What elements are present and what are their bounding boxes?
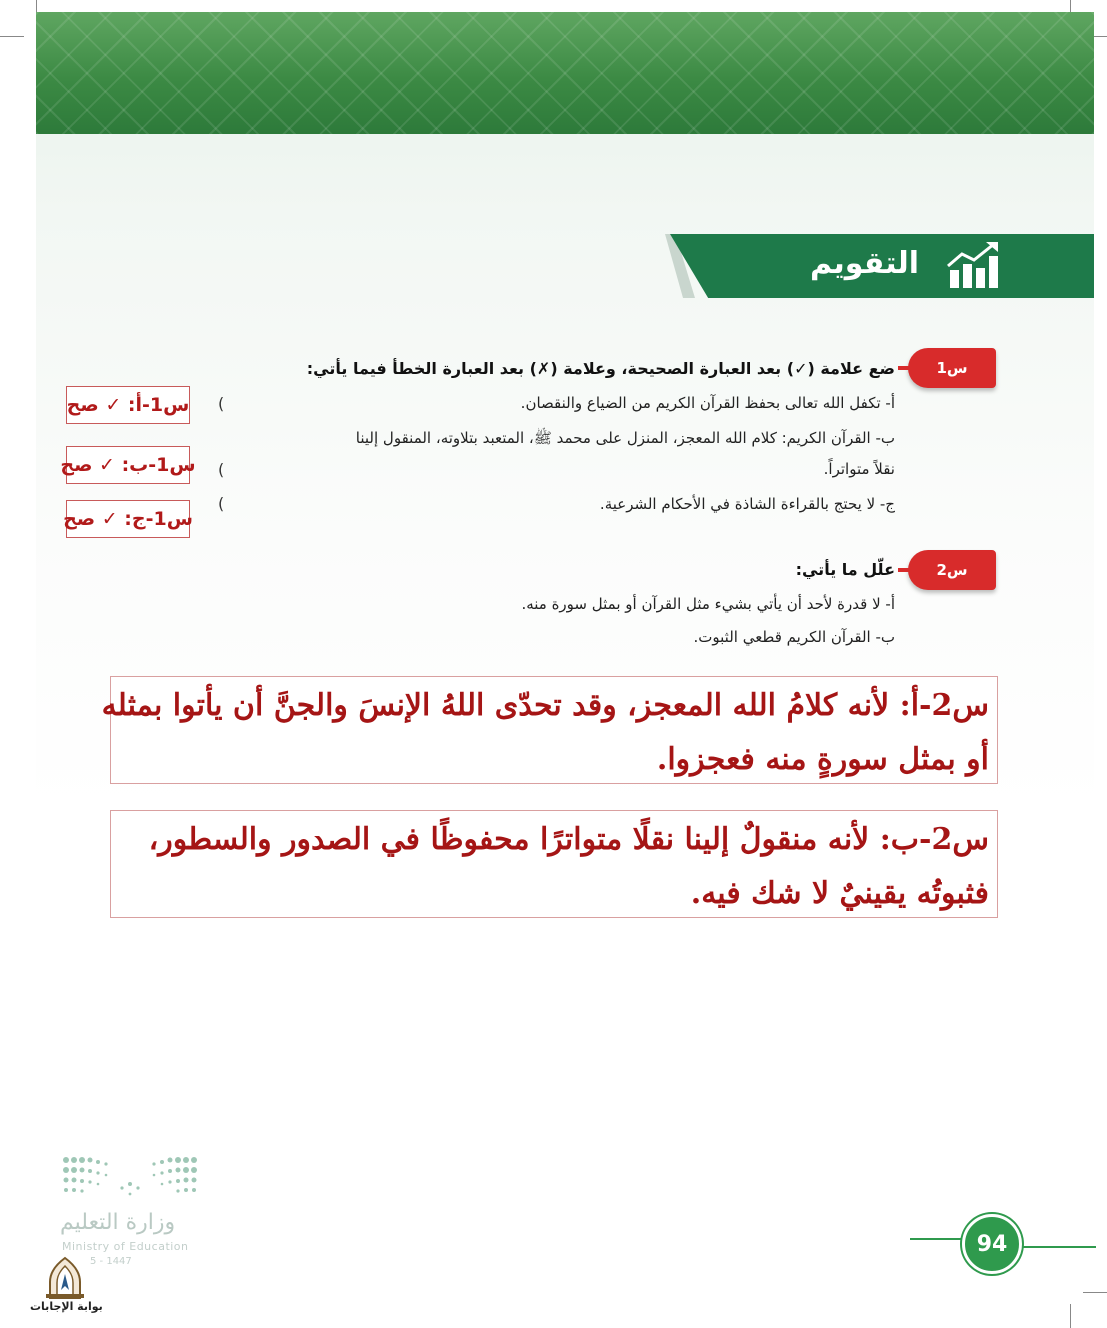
ministry-name-english: Ministry of Education — [62, 1240, 189, 1253]
answer-q2-a-line-1: س2-أ: لأنه كلامُ الله المعجز، وقد تحدّى اللهُ الإنسَ والجنَّ أن يأتوا بمثله — [101, 688, 989, 723]
question-1-item-a: أ- تكفل الله تعالى بحفظ القرآن الكريم من الضياع والنقصان. — [520, 394, 895, 412]
answer-box-q1-a: س1-أ: ✓ صح — [66, 386, 190, 424]
question-1-heading: ضع علامة (✓) بعد العبارة الصحيحة، وعلامة (✗) بعد العبارة الخطأ فيما يأتي: — [306, 359, 895, 378]
answer-parenthesis: ( — [218, 460, 225, 479]
crop-mark — [0, 36, 24, 37]
page-number: 94 — [962, 1214, 1022, 1274]
answer-parenthesis: ( — [218, 494, 225, 513]
answer-box-q2-a — [101, 676, 998, 784]
question-1-item-b-cont: نقلاً متواتراً. — [823, 460, 895, 478]
page-number-line — [910, 1238, 966, 1240]
question-1-item-c: ج- لا يحتج بالقراءة الشاذة في الأحكام الشرعية. — [599, 495, 895, 513]
crop-mark — [1070, 1304, 1071, 1328]
header-banner — [36, 12, 1094, 134]
brand-name: بوابة الإجابات — [30, 1300, 103, 1313]
question-1-badge: س1 — [908, 348, 996, 388]
answer-q2-b-line-2: فثبوتُه يقينيٌ لا شك فيه. — [690, 876, 989, 911]
page-number-line — [1012, 1246, 1096, 1248]
question-2-heading: علّل ما يأتي: — [795, 560, 895, 579]
question-2-badge: س2 — [908, 550, 996, 590]
brand-mosque-icon — [44, 1256, 86, 1300]
question-2-item-a: أ- لا قدرة لأحد أن يأتي بشيء مثل القرآن أو بمثل سورة منه. — [521, 595, 895, 613]
question-1-item-b: ب- القرآن الكريم: كلام الله المعجز، المنزل على محمد ﷺ، المتعبد بتلاوته، المنقول إلينا — [355, 429, 895, 447]
answer-box-q2-b — [110, 810, 998, 918]
growth-chart-icon — [944, 240, 1000, 290]
question-2-item-b: ب- القرآن الكريم قطعي الثبوت. — [693, 628, 895, 646]
edition-year: 5 - 1447 — [90, 1256, 132, 1267]
answer-box-q1-c: س1-ج: ✓ صح — [66, 500, 190, 538]
crop-mark — [1083, 1292, 1107, 1293]
answer-box-q1-b: س1-ب: ✓ صح — [66, 446, 190, 484]
ministry-name-arabic: وزارة التعليم — [60, 1210, 176, 1235]
page-background — [36, 12, 1094, 1328]
answer-parenthesis: ( — [218, 394, 225, 413]
ministry-logo-icon — [60, 1154, 200, 1198]
answer-q2-a-line-2: أو بمثل سورةٍ منه فعجزوا. — [656, 742, 989, 777]
section-title: التقويم — [810, 246, 919, 281]
answer-q2-b-line-1: س2-ب: لأنه منقولٌ إلينا نقلًا متواترًا محفوظًا في الصدور والسطور، — [148, 822, 989, 857]
